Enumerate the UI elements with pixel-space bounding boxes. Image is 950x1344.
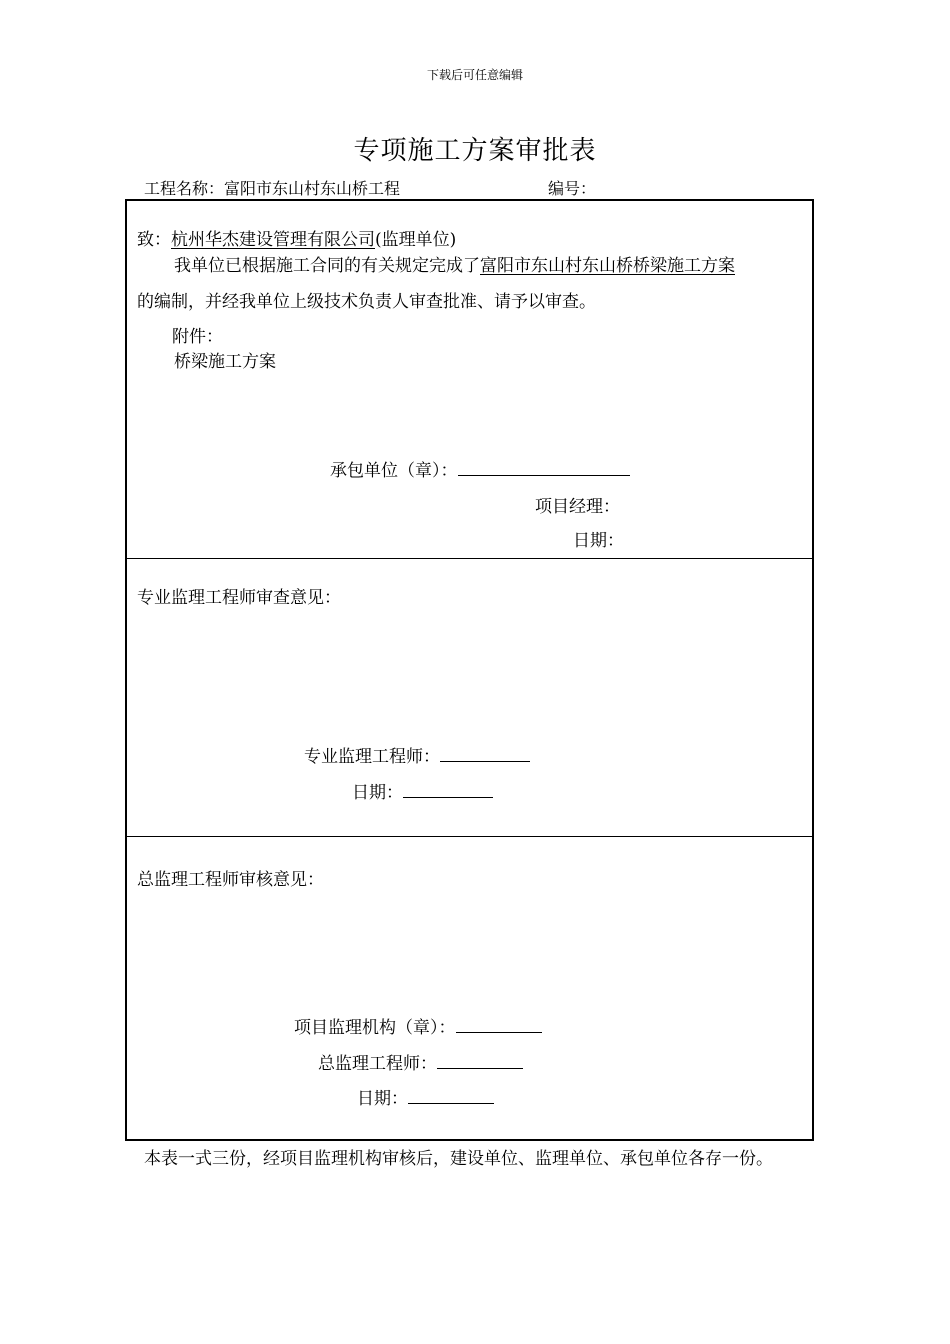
- contractor-seal-label: 承包单位（章）：: [330, 461, 458, 481]
- chief-date-label: 日期：: [357, 1089, 408, 1109]
- project-name: 富阳市东山村东山桥工程: [224, 179, 401, 198]
- chief-engineer-label: 总监理工程师：: [318, 1054, 437, 1074]
- contractor-seal-row: [330, 456, 630, 481]
- to-company: 杭州华杰建设管理有限公司: [171, 230, 375, 250]
- header-note: 下载后可任意编辑: [426, 68, 523, 82]
- divider-1: [127, 558, 812, 559]
- chief-engineer-row: [318, 1049, 523, 1074]
- project-name-row: [144, 176, 400, 199]
- agency-seal-label: 项目监理机构（章）：: [294, 1018, 456, 1038]
- specialist-date-label: 日期：: [352, 783, 403, 803]
- body-line-2: 的编制，并经我单位上级技术负责人审查批准、请予以审查。: [137, 292, 596, 312]
- specialist-date-line: [403, 781, 493, 798]
- number-label: 编号：: [548, 179, 597, 198]
- body-line-1: [174, 251, 735, 276]
- attachment-label: 附件：: [172, 327, 223, 347]
- project-label: 工程名称：: [144, 179, 225, 198]
- specialist-engineer-line: [440, 745, 530, 762]
- body-prefix: 我单位已根据施工合同的有关规定完成了: [174, 256, 480, 276]
- specialist-engineer-row: [304, 742, 530, 767]
- chief-date-line: [408, 1087, 494, 1104]
- page-title: 专项施工方案审批表: [353, 136, 597, 166]
- recipient-line: [137, 225, 456, 250]
- approval-form-box: [125, 199, 814, 1141]
- to-role: (监理单位): [375, 230, 457, 250]
- chief-engineer-line: [437, 1052, 523, 1069]
- footer-note: 本表一式三份，经项目监理机构审核后，建设单位、监理单位、承包单位各存一份。: [144, 1149, 773, 1169]
- contractor-seal-line: [458, 459, 630, 476]
- chief-opinion-heading: 总监理工程师审核意见：: [137, 870, 324, 890]
- to-label: 致：: [137, 230, 171, 250]
- chief-date-row: [357, 1084, 494, 1109]
- divider-2: [127, 836, 812, 837]
- agency-seal-line: [456, 1016, 542, 1033]
- specialist-opinion-heading: 专业监理工程师审查意见：: [137, 588, 341, 608]
- agency-seal-row: [294, 1013, 542, 1038]
- specialist-engineer-label: 专业监理工程师：: [304, 747, 440, 767]
- specialist-date-row: [352, 778, 493, 803]
- project-manager-label: 项目经理：: [535, 497, 620, 517]
- section1-date-label: 日期：: [573, 531, 624, 551]
- plan-name: 富阳市东山村东山桥桥梁施工方案: [480, 256, 735, 276]
- attachment-item: 桥梁施工方案: [174, 352, 276, 372]
